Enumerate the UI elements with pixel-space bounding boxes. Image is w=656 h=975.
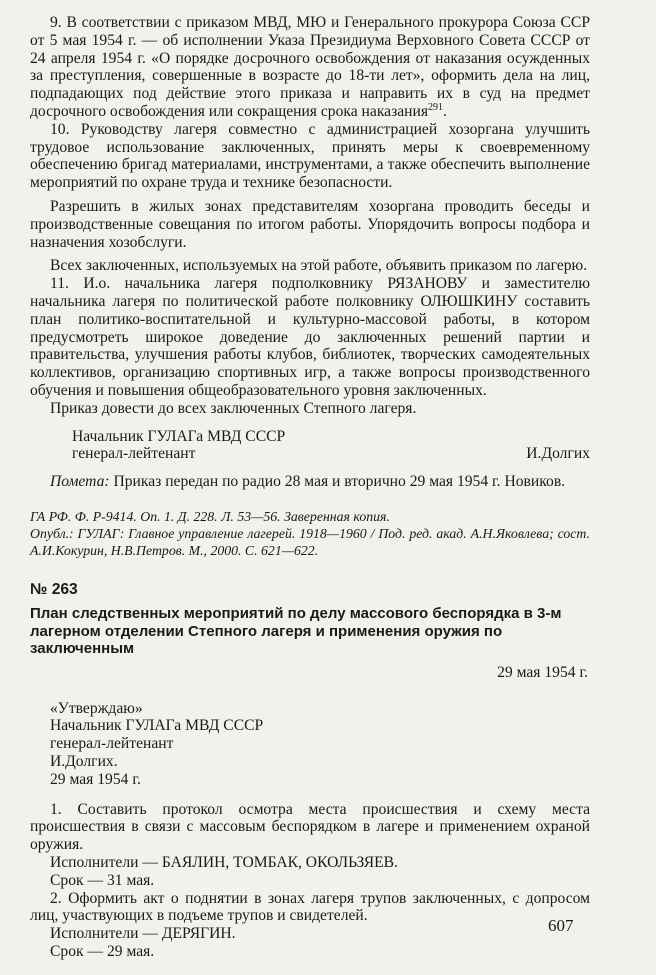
archive-source: ГА РФ. Ф. Р-9414. Оп. 1. Д. 228. Л. 53—56. Заверенная копия.: [30, 508, 390, 524]
approval-line: И.Долгих.: [50, 753, 118, 770]
document-page: [30, 14, 590, 961]
paragraph-announce: Всех заключенных, используемых на этой работе, объявить приказом по лагерю.: [50, 257, 588, 275]
paragraph-item-9: 9. В соответствии с приказом МВД, МЮ и Генерального прокурора Союза ССР от 5 мая 1954 г. — об исполнении Указа Президиума Верховного Совета СССР от 24 апреля 1954 г. «О порядке досрочного освобождения от наказания осужденных за преступления, совершенные в возрасте до 18-ти лет», оформить дела на лиц, подпадающих под действие этого приказа и направить их в суд на предмет досрочного освобождения или сокращения срока наказания$^{291}$.: [30, 14, 590, 120]
paragraph-item-11: 11. И.о. начальника лагеря подполковнику РЯЗАНОВУ и заместителю начальника лагеря по политической работе полковнику ОЛЮШКИНУ составить план политико-воспитательной и культурно-массовой работы, в котором предусмотреть широкое доведение до заключенных решений партии и правительства, улучшения работы клубов, библиотек, творческих самодеятельных коллективов, организацию спортивных игр, а также вопросы производственного обучения и повышения общеобразовательного уровня заключенных.: [30, 275, 590, 399]
plan-item-1: [30, 801, 590, 890]
approval-block: [30, 700, 590, 789]
signature-name: И.Долгих: [526, 445, 590, 463]
note: [30, 473, 590, 491]
plan-item-text: 1. Составить протокол осмотра места происшествия и схему места происшествия в связи с массовым беспорядком в лагере и применением охраной оружия.: [30, 800, 590, 854]
signature-block: [30, 428, 590, 464]
document-title: План следственных мероприятий по делу массового беспорядка в 3-м лагерном отделении Степного лагеря и применения оружия по заключенным: [30, 605, 562, 658]
paragraph-permit: Разрешить в жилых зонах представителям хозоргана проводить беседы и производственные совещания по итогом работы. Упорядочить вопросы подбора и назначения хозобслуги.: [30, 197, 590, 251]
plan-item-deadline: Срок — 29 мая.: [50, 942, 155, 960]
approval-line: «Утверждаю»: [50, 699, 143, 717]
archive-reference: [30, 509, 590, 559]
plan-item-executors: Исполнители — БАЯЛИН, ТОМБАК, ОКОЛЬЗЯЕВ.: [50, 853, 398, 871]
archive-publication: Опубл.: ГУЛАГ: Главное управление лагерей. 1918—1960 / Под. ред. акад. А.Н.Яковлева; сост. А.И.Кокурин, Н.В.Петров. М., 2000. С. 621—622.: [30, 525, 590, 558]
approval-line: генерал-лейтенант: [50, 735, 174, 753]
signature-title: Начальник ГУЛАГа МВД СССР: [72, 427, 286, 445]
plan-item-2: [30, 890, 590, 961]
plan-item-deadline: Срок — 31 мая.: [50, 871, 155, 889]
approval-line: 29 мая 1954 г.: [50, 770, 141, 788]
plan-item-text: 2. Оформить акт о поднятии в зонах лагеря трупов заключенных, с допросом лиц, участвующих в подъеме трупов и свидетелей.: [30, 889, 590, 925]
document-number: № 263: [30, 581, 78, 599]
document-date: 29 мая 1954 г.: [497, 663, 588, 681]
note-text: Приказ передан по радио 28 мая и вторично 29 мая 1954 г. Новиков.: [109, 473, 566, 491]
plan-item-executors: Исполнители — ДЕРЯГИН.: [50, 925, 236, 943]
note-label: Помета:: [50, 473, 110, 491]
paragraph-item-10: 10. Руководству лагеря совместно с администрацией хозоргана улучшить трудовое использование заключенных, принять меры к своевременному обеспечению бригад материалами, инструментами, а также обеспечить выполнение мероприятий по охране труда и технике безопасности.: [30, 120, 590, 192]
approval-line: Начальник ГУЛАГа МВД СССР: [50, 717, 264, 735]
footnote-ref: 291: [428, 101, 444, 113]
signature-rank: генерал-лейтенант: [72, 445, 196, 463]
page-number: 607: [548, 916, 574, 935]
paragraph-order: Приказ довести до всех заключенных Степного лагеря.: [50, 399, 417, 417]
